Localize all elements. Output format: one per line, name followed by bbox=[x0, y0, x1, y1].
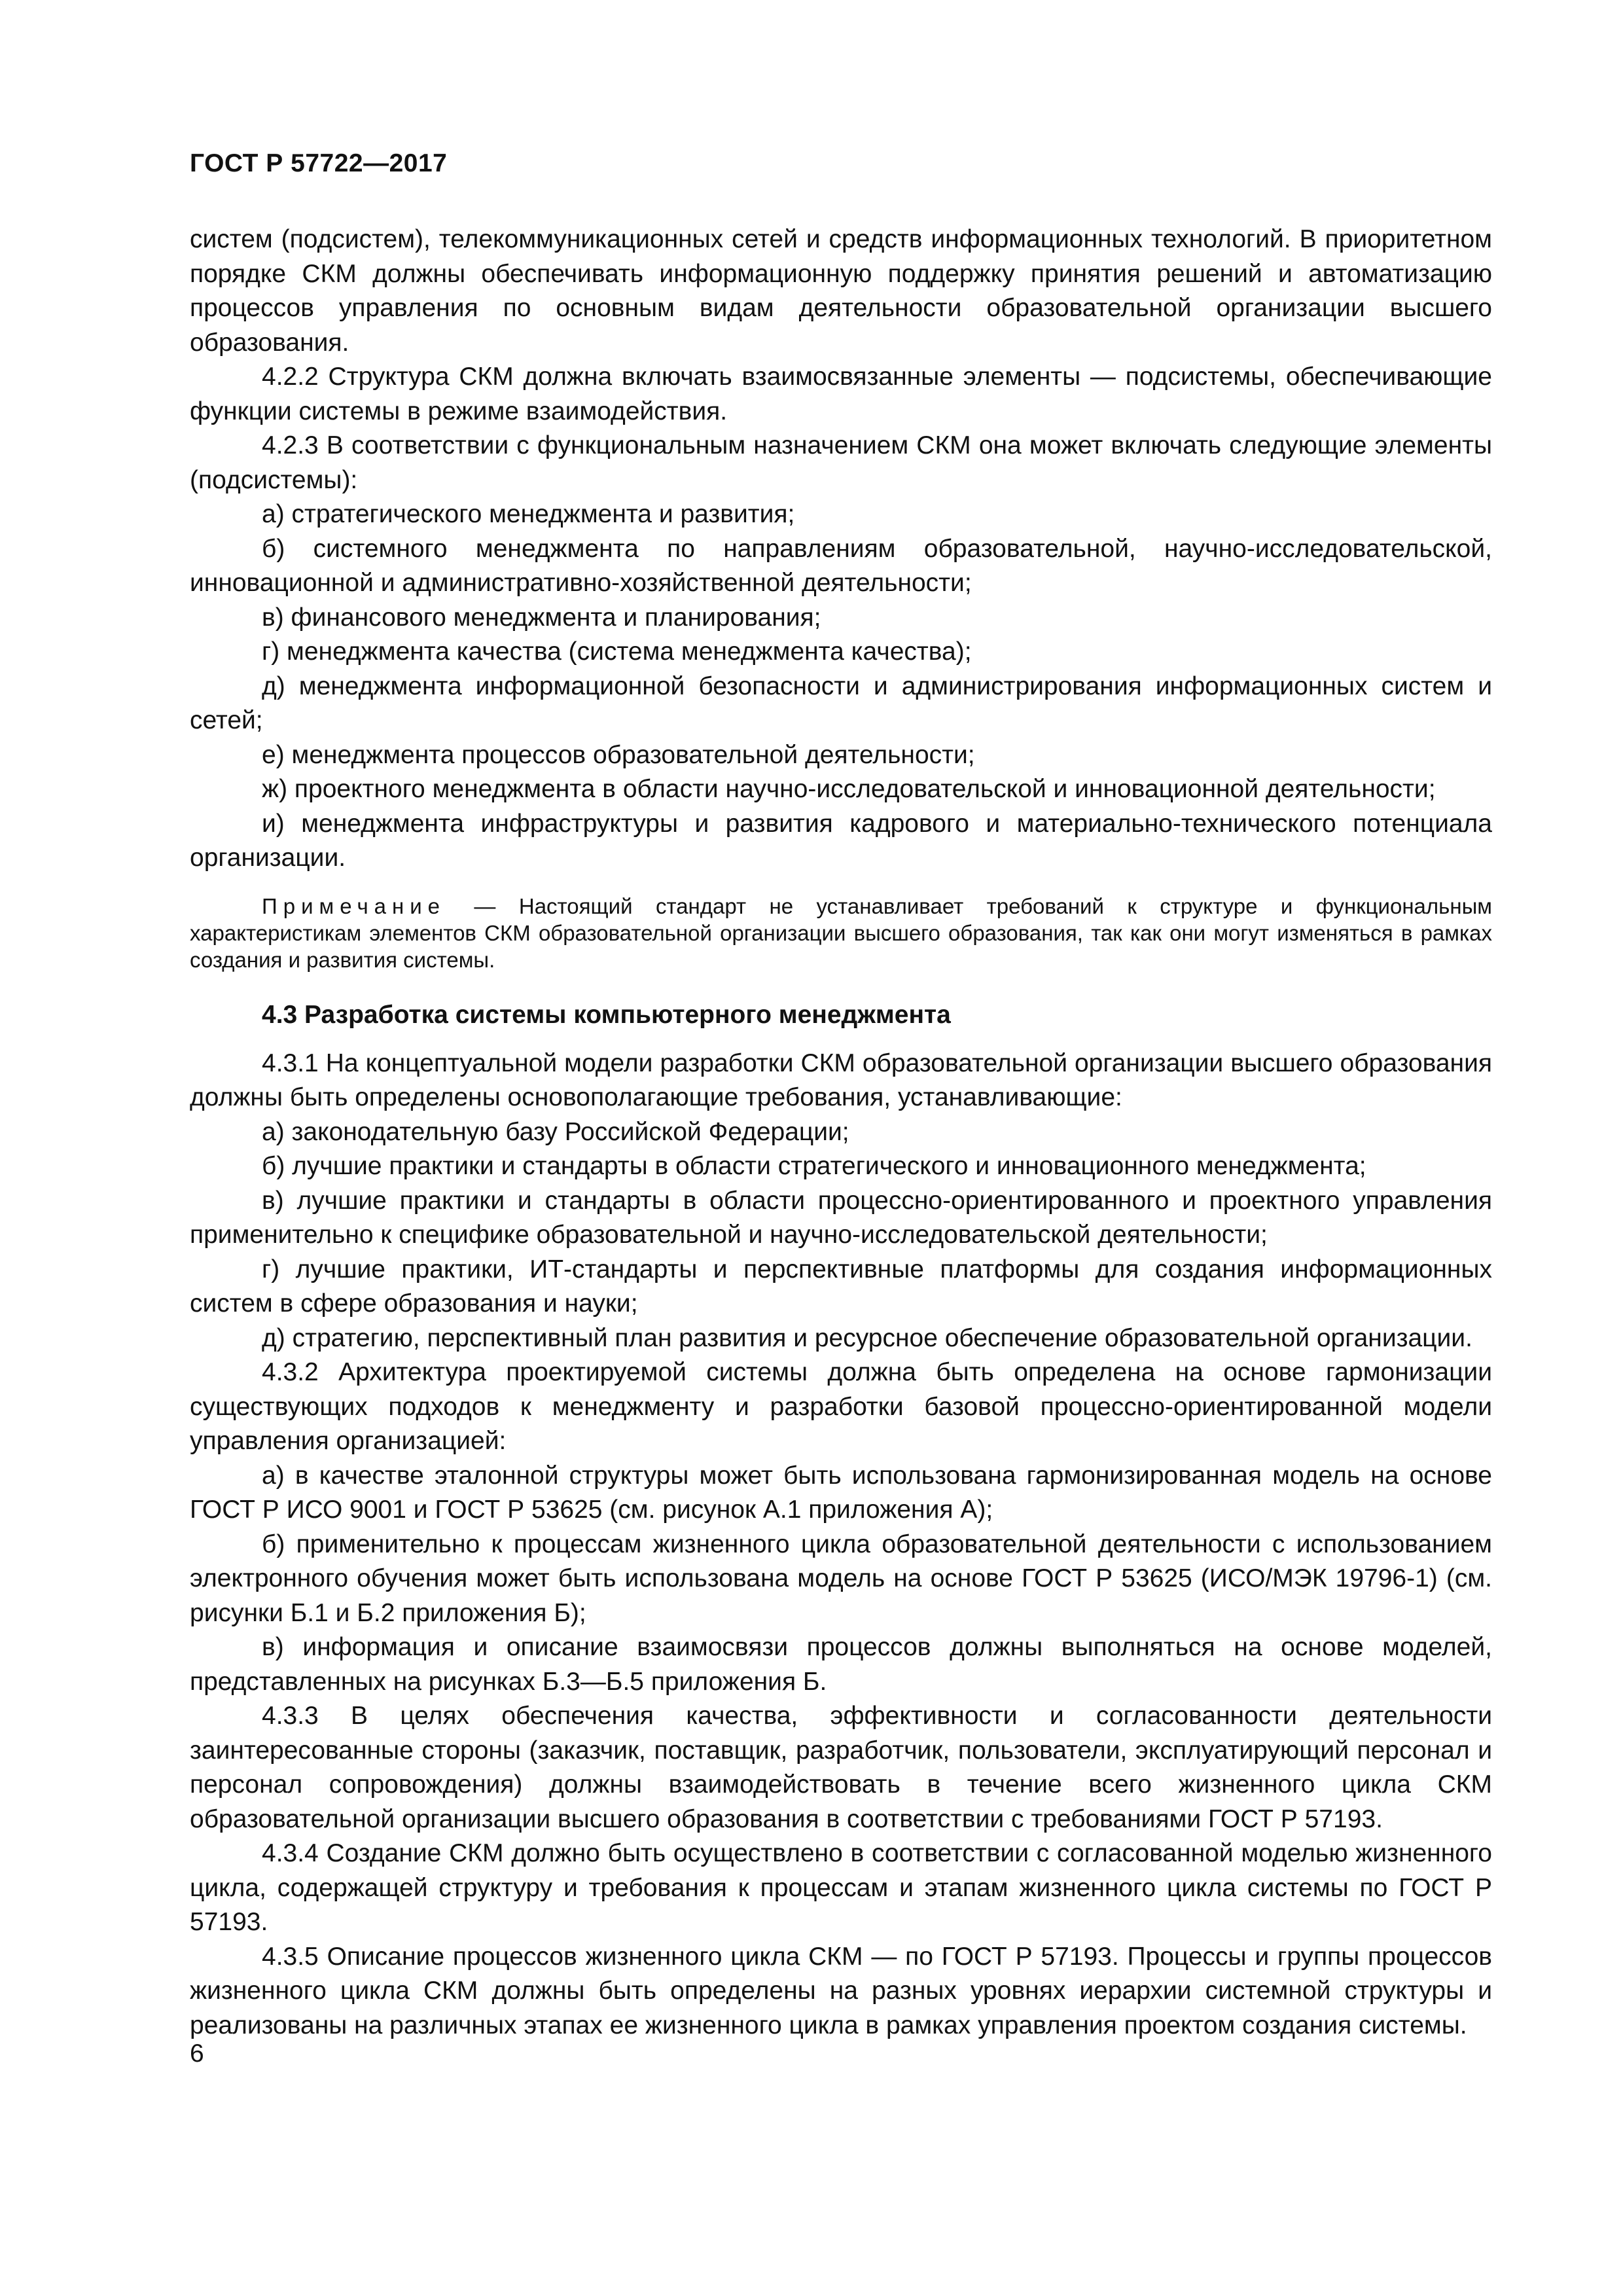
list-item: г) менеджмента качества (система менеджмента качества); bbox=[262, 637, 972, 666]
note-label: Примечание bbox=[262, 893, 446, 918]
paragraph-continuation: систем (подсистем), телекоммуникационных сетей и средств информационных технологий. В приоритетном порядке СКМ должны обеспечивать информационную поддержку принятия решений и автоматизацию процессов управления по основным видам деятельности образовательной организации высшего образования. bbox=[190, 225, 1492, 357]
document-body bbox=[190, 223, 1492, 2043]
list-item: в) информация и описание взаимосвязи процессов должны выполняться на основе моделей, представленных на рисунках Б.3—Б.5 приложения Б. bbox=[190, 1633, 1492, 1696]
paragraph-4-3-3: 4.3.3 В целях обеспечения качества, эффективности и согласованности деятельности заинтересованные стороны (заказчик, поставщик, разработчик, пользователи, эксплуатирующий персонал и персонал сопровождения) должны взаимодействовать в течение всего жизненного цикла СКМ образовательной организации высшего образования в соответствии с требованиями ГОСТ Р 57193. bbox=[190, 1702, 1492, 1833]
paragraph-4-2-2: 4.2.2 Структура СКМ должна включать взаимосвязанные элементы — подсистемы, обеспечивающие функции системы в режиме взаимодействия. bbox=[190, 363, 1492, 425]
list-item: а) стратегического менеджмента и развития; bbox=[262, 500, 795, 528]
paragraph-4-3-2: 4.3.2 Архитектура проектируемой системы должна быть определена на основе гармонизации существующих подходов к менеджменту и разработки базовой процессно-ориентированной модели управления организацией: bbox=[190, 1358, 1492, 1455]
paragraph-4-3-1: 4.3.1 На концептуальной модели разработки СКМ образовательной организации высшего образования должны быть определены основополагающие требования, устанавливающие: bbox=[190, 1049, 1492, 1111]
list-item: а) законодательную базу Российской Федерации; bbox=[262, 1117, 849, 1146]
note bbox=[190, 893, 1492, 973]
paragraph-4-3-4: 4.3.4 Создание СКМ должно быть осуществлено в соответствии с согласованной моделью жизненного цикла, содержащей структуру и требования к процессам и этапам жизненного цикла системы по ГОСТ Р 57193. bbox=[190, 1839, 1492, 1936]
list-item: в) лучшие практики и стандарты в области процессно-ориентированного и проектного управления применительно к специфике образовательной и научно-исследовательской деятельности; bbox=[190, 1186, 1492, 1249]
list-item: в) финансового менеджмента и планирования; bbox=[262, 603, 821, 632]
list-item: г) лучшие практики, ИТ-стандарты и перспективные платформы для создания информационных систем в сфере образования и науки; bbox=[190, 1255, 1492, 1318]
list-item: д) менеджмента информационной безопасности и администрирования информационных систем и сетей; bbox=[190, 672, 1492, 734]
list-item: д) стратегию, перспективный план развития и ресурсное обеспечение образовательной организации. bbox=[262, 1323, 1472, 1352]
paragraph-4-3-5: 4.3.5 Описание процессов жизненного цикла СКМ — по ГОСТ Р 57193. Процессы и группы процессов жизненного цикла СКМ должны быть определены на разных уровнях иерархии системной структуры и реализованы на различных этапах ее жизненного цикла в рамках управления проектом создания системы. bbox=[190, 1942, 1492, 2039]
section-heading: 4.3 Разработка системы компьютерного менеджмента bbox=[262, 1000, 951, 1029]
note-text: — Настоящий стандарт не устанавливает требований к структуре и функциональным характеристикам элементов СКМ образовательной организации высшего образования, так как они могут изменяться в рамках создания и развития системы. bbox=[190, 893, 1492, 972]
list-item: б) лучшие практики и стандарты в области стратегического и инновационного менеджмента; bbox=[262, 1152, 1366, 1180]
list-item: а) в качестве эталонной структуры может быть использована гармонизированная модель на основе ГОСТ Р ИСО 9001 и ГОСТ Р 53625 (см. рисунок А.1 приложения А); bbox=[190, 1461, 1492, 1524]
page-number: 6 bbox=[190, 2039, 204, 2068]
list-item: б) системного менеджмента по направлениям образовательной, научно-исследовательской, инновационной и административно-хозяйственной деятельности; bbox=[190, 534, 1492, 597]
document-header: ГОСТ Р 57722—2017 bbox=[190, 149, 448, 177]
list-item: и) менеджмента инфраструктуры и развития кадрового и материально-технического потенциала организации. bbox=[190, 809, 1492, 872]
paragraph-4-2-3: 4.2.3 В соответствии с функциональным назначением СКМ она может включать следующие элементы (подсистемы): bbox=[190, 431, 1492, 494]
list-item: ж) проектного менеджмента в области научно-исследовательской и инновационной деятельности; bbox=[262, 775, 1436, 803]
list-item: е) менеджмента процессов образовательной деятельности; bbox=[262, 740, 975, 769]
list-item: б) применительно к процессам жизненного цикла образовательной деятельности с использованием электронного обучения может быть использована модель на основе ГОСТ Р 53625 (ИСО/МЭК 19796-1) (см. рисунки Б.1 и Б.2 приложения Б); bbox=[190, 1530, 1492, 1627]
